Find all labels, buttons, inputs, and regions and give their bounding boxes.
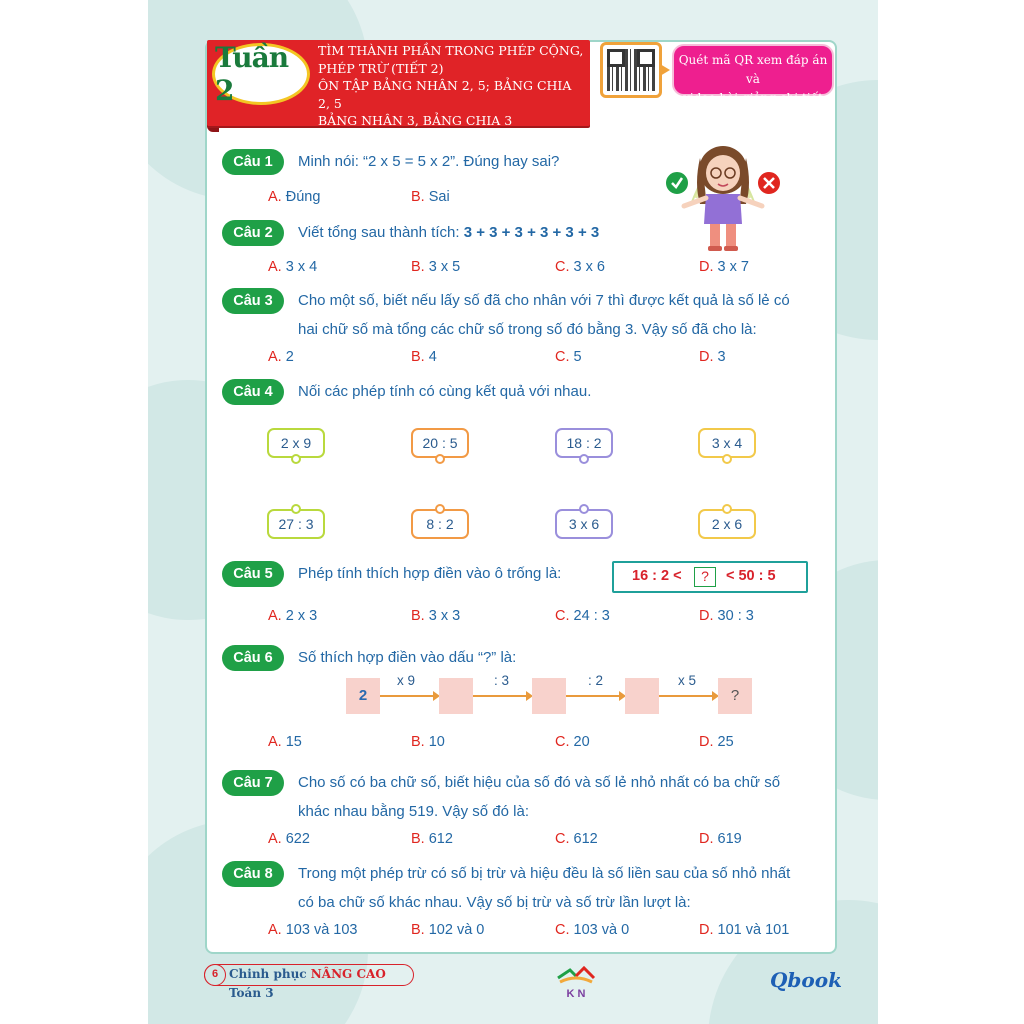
option-text: 2 x 3 [285, 608, 318, 624]
question-line: hai chữ số mà tổng các chữ số trong số đó bằng 3. Vậy số đã cho là: [298, 321, 757, 338]
option-letter: C. [555, 608, 570, 624]
match-box-top[interactable]: 2 x 9 [267, 428, 325, 458]
question-badge: Câu 1 [222, 149, 284, 175]
match-box-top[interactable]: 18 : 2 [555, 428, 613, 458]
match-box-bottom[interactable]: 8 : 2 [411, 509, 469, 539]
match-box-top[interactable]: 3 x 4 [698, 428, 756, 458]
question-badge: Câu 2 [222, 220, 284, 246]
topic-line: ÔN TẬP BẢNG NHÂN 2, 5; BẢNG CHIA 2, 5 [318, 78, 572, 111]
option-letter: C. [555, 734, 570, 750]
option-text: 5 [573, 349, 582, 365]
qr-note-line: video bài giảng chi tiết [683, 91, 823, 105]
question-line: Cho số có ba chữ số, biết hiệu của số đó và số lẻ nhỏ nhất có ba chữ số [298, 774, 781, 791]
lesson-topic [318, 42, 586, 130]
qr-pointer [660, 64, 670, 76]
option-text: 3 x 7 [717, 259, 749, 275]
option-text: 103 và 0 [573, 922, 630, 938]
option-letter: A. [268, 734, 282, 750]
answer-option[interactable] [411, 259, 460, 275]
chain-answer-box[interactable]: ? [718, 678, 752, 714]
option-text: Sai [428, 189, 450, 205]
answer-option[interactable] [555, 349, 582, 365]
chain-operation: : 2 [588, 673, 604, 688]
question-badge: Câu 5 [222, 561, 284, 587]
answer-option[interactable] [555, 831, 598, 847]
answer-option[interactable] [411, 922, 484, 938]
answer-option[interactable] [555, 259, 605, 275]
topic-line: PHÉP TRỪ (TIẾT 2) [318, 60, 444, 76]
answer-option[interactable] [699, 922, 789, 938]
question-text [298, 147, 559, 176]
option-letter: A. [268, 189, 282, 205]
connector-dot [723, 505, 731, 513]
answer-option[interactable] [268, 189, 320, 205]
match-box-bottom[interactable]: 2 x 6 [698, 509, 756, 539]
match-box-top[interactable]: 20 : 5 [411, 428, 469, 458]
option-letter: C. [555, 922, 570, 938]
qbook-logo: Qbook [770, 968, 842, 992]
chain-start-box: 2 [346, 678, 380, 714]
question-text [298, 218, 599, 247]
option-text: 3 x 6 [573, 259, 605, 275]
option-text: 3 x 4 [285, 259, 318, 275]
chain-operation: x 9 [397, 673, 416, 688]
topic-line: TÌM THÀNH PHẦN TRONG PHÉP CỘNG, [318, 43, 584, 58]
question-text [298, 768, 780, 826]
answer-option[interactable] [411, 608, 460, 624]
match-box-bottom[interactable]: 3 x 6 [555, 509, 613, 539]
expression: 3 + 3 + 3 + 3 + 3 + 3 [463, 224, 600, 241]
question-line: có ba chữ số khác nhau. Vậy số bị trừ và số trừ lần lượt là: [298, 894, 691, 911]
chain-operation: : 3 [494, 673, 510, 688]
option-letter: B. [411, 922, 425, 938]
qr-code-icon[interactable] [607, 49, 655, 91]
question-badge: Câu 3 [222, 288, 284, 314]
option-text: 20 [573, 734, 590, 750]
chain-blank-box[interactable] [532, 678, 566, 714]
option-letter: C. [555, 259, 570, 275]
option-letter: A. [268, 349, 282, 365]
question-text [298, 377, 591, 406]
option-letter: D. [699, 922, 714, 938]
chain-arrow [473, 695, 531, 697]
option-letter: B. [411, 608, 425, 624]
answer-option[interactable] [268, 734, 302, 750]
match-box-bottom[interactable]: 27 : 3 [267, 509, 325, 539]
option-text: 622 [285, 831, 310, 847]
inequality-right: < 50 : 5 [726, 568, 776, 584]
answer-option[interactable] [268, 922, 358, 938]
option-text: 10 [428, 734, 445, 750]
chain-blank-box[interactable] [439, 678, 473, 714]
option-text: 3 x 5 [428, 259, 461, 275]
question-text [298, 559, 561, 588]
option-text: 3 x 3 [428, 608, 461, 624]
question-badge: Câu 7 [222, 770, 284, 796]
book-title-suffix: Toán 3 [229, 986, 274, 1000]
option-letter: B. [411, 831, 425, 847]
option-letter: A. [268, 259, 282, 275]
qr-note [672, 44, 834, 105]
answer-option[interactable] [411, 349, 437, 365]
book-title [204, 964, 414, 1000]
answer-option[interactable] [699, 608, 754, 624]
option-text: 2 [285, 349, 294, 365]
question-text [298, 286, 790, 344]
answer-option[interactable] [268, 608, 317, 624]
option-text: 25 [717, 734, 734, 750]
option-text: 612 [428, 831, 453, 847]
book-title-highlight: NÂNG CAO [310, 967, 386, 981]
question-line: Viết tổng sau thành tích: [298, 224, 460, 241]
option-text: 24 : 3 [573, 608, 610, 624]
option-text: 30 : 3 [717, 608, 754, 624]
answer-option[interactable] [699, 259, 749, 275]
question-badge: Câu 6 [222, 645, 284, 671]
question-badge: Câu 8 [222, 861, 284, 887]
answer-option[interactable] [555, 734, 590, 750]
option-text: Đúng [285, 189, 321, 205]
option-letter: B. [411, 259, 425, 275]
question-line: Minh nói: “2 x 5 = 5 x 2”. Đúng hay sai? [298, 153, 560, 170]
answer-option[interactable] [411, 189, 450, 205]
connector-dot [580, 505, 588, 513]
option-letter: D. [699, 608, 714, 624]
option-text: 15 [285, 734, 302, 750]
week-badge [212, 43, 310, 105]
question-line: Nối các phép tính có cùng kết quả với nhau. [298, 383, 592, 400]
chain-arrow [380, 695, 438, 697]
qr-note-line: Quét mã QR xem đáp án và [678, 53, 828, 86]
option-text: 103 và 103 [285, 922, 358, 938]
inequality-left: 16 : 2 < [632, 568, 682, 584]
connector-dot [292, 505, 300, 513]
option-letter: B. [411, 189, 425, 205]
option-text: 102 và 0 [428, 922, 485, 938]
option-letter: A. [268, 608, 282, 624]
option-letter: D. [699, 349, 714, 365]
answer-option[interactable] [268, 349, 294, 365]
question-badge: Câu 4 [222, 379, 284, 405]
check-icon [664, 170, 690, 196]
connector-dot [580, 455, 588, 463]
connector-dot [436, 505, 444, 513]
answer-option[interactable] [411, 831, 453, 847]
question-text [298, 859, 790, 917]
inequality-blank[interactable]: ? [694, 567, 716, 587]
chain-operation: x 5 [678, 673, 697, 688]
kn-logo [554, 966, 598, 1000]
option-letter: D. [699, 734, 714, 750]
option-letter: A. [268, 922, 282, 938]
cross-icon [756, 170, 782, 196]
option-letter: C. [555, 349, 570, 365]
option-text: 3 [717, 349, 726, 365]
question-line: Trong một phép trừ có số bị trừ và hiệu đều là số liền sau của số nhỏ nhất [298, 865, 791, 882]
question-line: Cho một số, biết nếu lấy số đã cho nhân với 7 thì được kết quả là số lẻ có [298, 292, 790, 309]
option-text: 619 [717, 831, 742, 847]
connector-dot [723, 455, 731, 463]
option-letter: C. [555, 831, 570, 847]
option-text: 101 và 101 [717, 922, 790, 938]
kn-logo-text: K N [566, 988, 586, 1000]
connector-dot [436, 455, 444, 463]
answer-option[interactable] [699, 831, 742, 847]
option-letter: A. [268, 831, 282, 847]
connector-dot [292, 455, 300, 463]
question-line: khác nhau bằng 519. Vậy số đó là: [298, 803, 530, 820]
page-number: 6 [204, 964, 226, 986]
option-text: 612 [573, 831, 598, 847]
book-title-prefix: Chinh phục [229, 967, 307, 981]
answer-option[interactable] [411, 734, 445, 750]
option-letter: B. [411, 349, 425, 365]
answer-option[interactable] [699, 349, 726, 365]
option-letter: D. [699, 831, 714, 847]
chain-arrow [659, 695, 717, 697]
chain-blank-box[interactable] [625, 678, 659, 714]
topic-line: BẢNG NHÂN 3, BẢNG CHIA 3 [318, 113, 513, 128]
chain-arrow [566, 695, 624, 697]
option-letter: D. [699, 259, 714, 275]
answer-option[interactable] [699, 734, 734, 750]
option-letter: B. [411, 734, 425, 750]
question-line: Phép tính thích hợp điền vào ô trống là: [298, 565, 562, 582]
match-dots [260, 452, 780, 516]
question-text [298, 643, 516, 672]
answer-option[interactable] [268, 831, 310, 847]
option-text: 4 [428, 349, 437, 365]
question-line: Số thích hợp điền vào dấu “?” là: [298, 649, 517, 666]
answer-option[interactable] [555, 608, 610, 624]
answer-option[interactable] [555, 922, 629, 938]
answer-option[interactable] [268, 259, 317, 275]
week-label: Tuần 2 [215, 41, 289, 107]
inequality-ribbon [612, 561, 808, 593]
qr-code-frame[interactable] [600, 42, 662, 98]
